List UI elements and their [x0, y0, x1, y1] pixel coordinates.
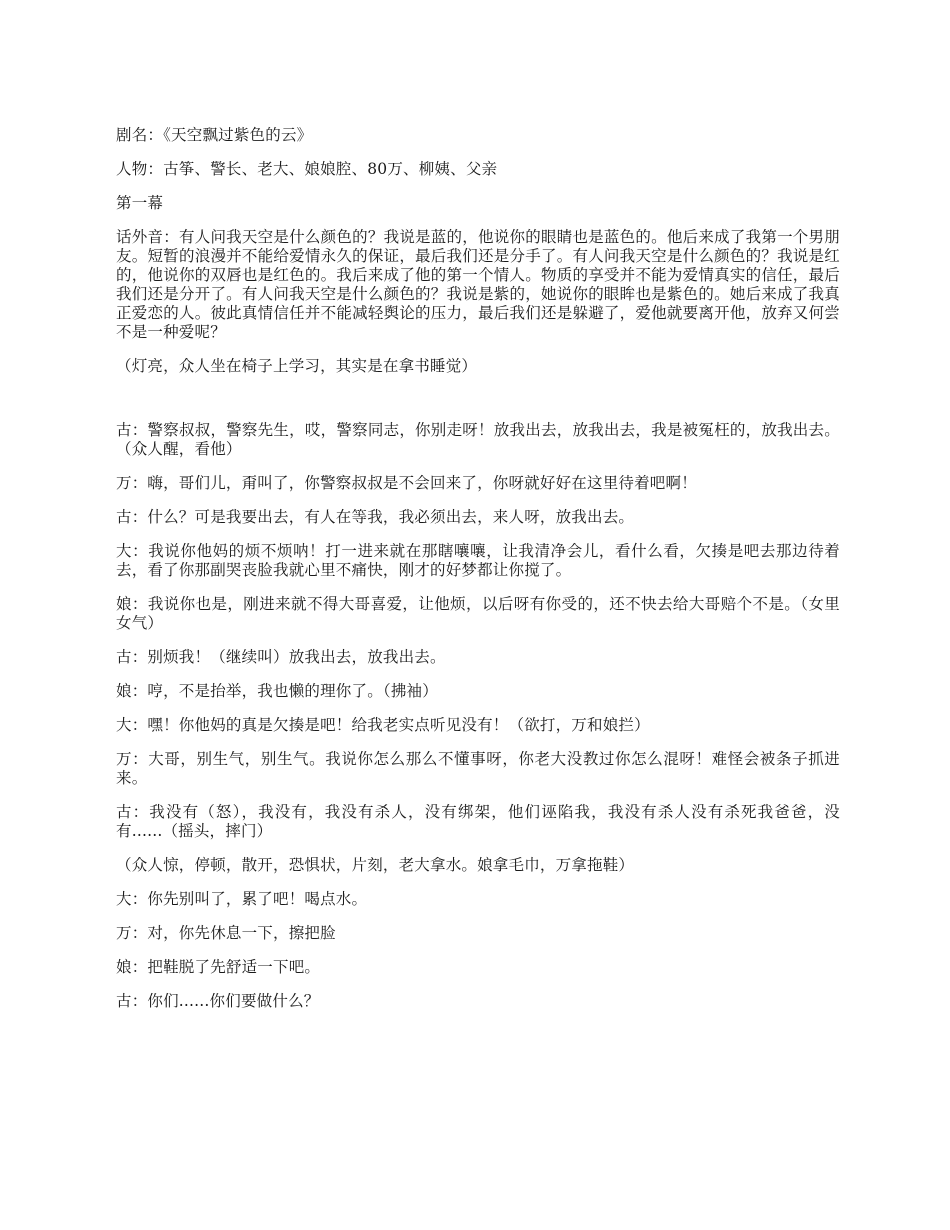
dialogue-line: 古：什么？可是我要出去，有人在等我，我必须出去，来人呀，放我出去。: [116, 508, 635, 526]
dialogue-line: 大：你先别叫了，累了吧！喝点水。: [116, 890, 368, 908]
dialogue-line: 大：嘿！你他妈的真是欠揍是吧！给我老实点听见没有！（欲打，万和娘拦）: [116, 716, 650, 734]
dialogue-line: 娘：把鞋脱了先舒适一下吧。: [116, 958, 321, 976]
dialogue-line: 大：我说你他妈的烦不烦呐！打一进来就在那瞎嚷嚷，让我清净会儿，看什么看，欠揍是吧去那边待着去，看了你那副哭丧脸我就心里不痛快，刚才的好梦都让你搅了。: [116, 542, 840, 579]
voiceover-paragraph: 话外音：有人问我天空是什么颜色的？我说是蓝的，他说你的眼睛也是蓝色的。他后来成了我第一个男朋友。短暂的浪漫并不能给爱情永久的保证，最后我们还是分手了。有人问我天空是什么颜色的？我说是红的，他说你的双唇也是红色的。我后来成了他的第一个情人。物质的享受并不能为爱情真实的信任，最后我们还是分开了。有人问我天空是什么颜色的？我说是紫的，她说你的眼眸也是紫色的。她后来成了我真正爱恋的人。彼此真情信任并不能减轻舆论的压力，最后我们还是躲避了，爱他就要离开他，放弃又何尝不是一种爱呢？: [116, 228, 840, 341]
stage-direction: （灯亮，众人坐在椅子上学习，其实是在拿书睡觉）: [116, 357, 478, 375]
dialogue-line: 古：我没有（怒），我没有，我没有杀人，没有绑架，他们诬陷我，我没有杀人没有杀死我爸爸，没有......（摇头，摔门）: [116, 803, 840, 840]
play-title: 剧名：《天空飘过紫色的云》: [116, 126, 313, 144]
dialogue-line: 古：警察叔叔，警察先生，哎，警察同志，你别走呀！放我出去，放我出去，我是被冤枉的，放我出去。（众人醒，看他）: [116, 421, 840, 458]
dialogue-line: 万：嗨，哥们儿，甭叫了，你警察叔叔是不会回来了，你呀就好好在这里待着吧啊！: [116, 474, 697, 492]
blank-gap: [116, 391, 840, 421]
dialogue-line: 万：对，你先休息一下，擦把脸: [116, 924, 336, 942]
character-list: 人物：古筝、警长、老大、娘娘腔、80万、柳姨、父亲: [116, 160, 498, 178]
dialogue-line: 娘：哼，不是抬举，我也懒的理你了。（拂袖）: [116, 682, 438, 700]
dialogue-line: 古：你们......你们要做什么？: [116, 992, 320, 1010]
act-heading: 第一幕: [116, 194, 164, 212]
stage-direction: （众人惊，停顿，散开，恐惧状，片刻，老大拿水。娘拿毛巾，万拿拖鞋）: [116, 856, 635, 874]
dialogue-line: 万：大哥，别生气，别生气。我说你怎么那么不懂事呀，你老大没教过你怎么混呀！难怪会被条子抓进来。: [116, 750, 840, 787]
dialogue-line: 娘：我说你也是，刚进来就不得大哥喜爱，让他烦，以后呀有你受的，还不快去给大哥赔个不是。（女里女气）: [116, 595, 840, 632]
script-body: [116, 126, 840, 1026]
dialogue-line: 古：别烦我！（继续叫）放我出去，放我出去。: [116, 648, 446, 666]
